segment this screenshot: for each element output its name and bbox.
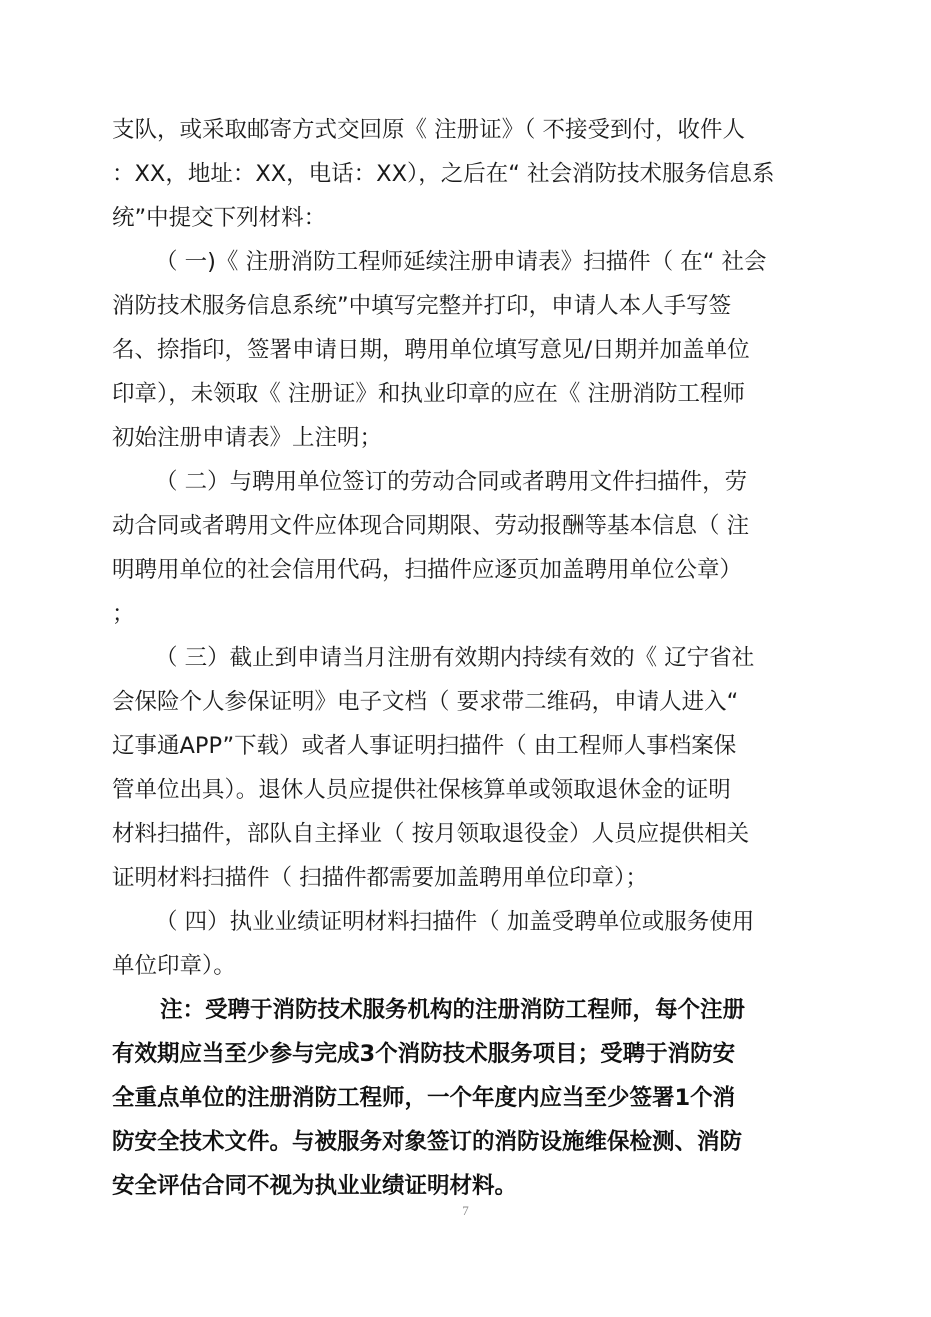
body-line: 材料扫描件，部队自主择业（ 按月领取退役金）人员应提供相关 (112, 821, 750, 847)
body-line: 辽事通APP”下载）或者人事证明扫描件（ 由工程师人事档案保 (112, 733, 737, 759)
body-line: 会保险个人参保证明》电子文档（ 要求带二维码，申请人进入“ (112, 689, 739, 715)
body-line: 支队，或采取邮寄方式交回原《 注册证》（ 不接受到付，收件人 (112, 117, 746, 143)
body-line: 印章），未领取《 注册证》和执业印章的应在《 注册消防工程师 (112, 381, 746, 407)
item-4-line: （ 四）执业业绩证明材料扫描件（ 加盖受聘单位或服务使用 (155, 909, 755, 935)
note-line: 安全评估合同不视为执业业绩证明材料。 (112, 1173, 518, 1199)
body-line: 管单位出具）。退休人员应提供社保核算单或领取退休金的证明 (112, 777, 731, 803)
body-line: ：XX，地址：XX，电话：XX），之后在“ 社会消防技术服务信息系 (112, 161, 775, 187)
body-line: ； (112, 601, 135, 627)
note-line: 全重点单位的注册消防工程师，一个年度内应当至少签署1个消 (112, 1085, 736, 1111)
item-3-line: （ 三）截止到申请当月注册有效期内持续有效的《 辽宁省社 (155, 645, 755, 671)
note-line: 防安全技术文件。与被服务对象签订的消防设施维保检测、消防 (112, 1129, 743, 1155)
item-2-line: （ 二）与聘用单位签订的劳动合同或者聘用文件扫描件，劳 (155, 469, 748, 495)
body-line: 名、捺指印，签署申请日期，聘用单位填写意见/日期并加盖单位 (112, 337, 750, 363)
body-line: 证明材料扫描件（ 扫描件都需要加盖聘用单位印章）； (112, 865, 648, 891)
item-1-line: （ 一)《 注册消防工程师延续注册申请表》扫描件（ 在“ 社会 (155, 249, 767, 275)
body-line: 单位印章）。 (112, 953, 236, 979)
body-line: 统”中提交下列材料： (112, 205, 327, 231)
body-line: 消防技术服务信息系统”中填写完整并打印，申请人本人手写签 (112, 293, 732, 319)
note-line: 有效期应当至少参与完成3个消防技术服务项目；受聘于消防安 (112, 1041, 736, 1067)
body-line: 动合同或者聘用文件应体现合同期限、劳动报酬等基本信息（ 注 (112, 513, 750, 539)
body-line: 初始注册申请表》上注明； (112, 425, 383, 451)
note-line: 注：受聘于消防技术服务机构的注册消防工程师，每个注册 (160, 997, 746, 1023)
page-number: 7 (462, 1203, 469, 1218)
body-line: 明聘用单位的社会信用代码，扫描件应逐页加盖聘用单位公章） (112, 557, 743, 583)
